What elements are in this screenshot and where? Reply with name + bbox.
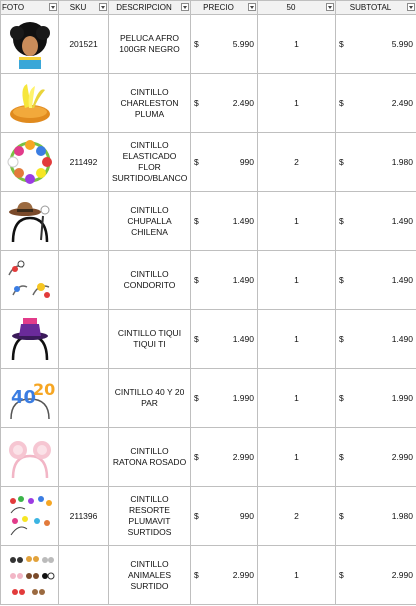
header-subtotal: SUBTOTAL	[336, 1, 416, 15]
product-photo-cell[interactable]	[1, 251, 59, 310]
filter-sort-icon[interactable]	[326, 3, 334, 11]
character-headband-icon	[1, 255, 58, 305]
sku-cell[interactable]	[59, 369, 109, 428]
filter-dropdown-icon[interactable]	[49, 3, 57, 11]
currency-symbol: $	[194, 393, 199, 403]
product-photo-cell[interactable]	[1, 15, 59, 74]
price-value: 1.490	[232, 216, 254, 226]
currency-symbol: $	[339, 452, 344, 462]
subtotal-value: 5.990	[391, 39, 413, 49]
currency-symbol: $	[339, 98, 344, 108]
table-row	[1, 487, 416, 546]
price-cell[interactable]	[191, 310, 258, 369]
subtotal-cell[interactable]	[336, 133, 416, 192]
product-photo-cell[interactable]	[1, 192, 59, 251]
currency-symbol: $	[339, 275, 344, 285]
description-cell[interactable]: CINTILLO RESORTE PLUMAVIT SURTIDOS	[109, 487, 191, 546]
currency-symbol: $	[339, 39, 344, 49]
currency-symbol: $	[339, 157, 344, 167]
price-value: 1.990	[232, 393, 254, 403]
svg-text:40: 40	[10, 387, 36, 408]
subtotal-cell[interactable]	[336, 428, 416, 487]
subtotal-value: 1.490	[391, 334, 413, 344]
subtotal-value: 2.990	[391, 452, 413, 462]
subtotal-cell[interactable]	[336, 15, 416, 74]
currency-symbol: $	[194, 39, 199, 49]
table-row	[1, 546, 416, 605]
currency-symbol: $	[194, 216, 199, 226]
price-cell[interactable]	[191, 74, 258, 133]
currency-symbol: $	[339, 511, 344, 521]
number-headband-icon	[1, 373, 58, 423]
subtotal-value: 1.980	[391, 157, 413, 167]
hat-headband-icon	[1, 196, 58, 246]
header-row	[1, 1, 416, 15]
price-cell[interactable]	[191, 133, 258, 192]
header-sku: SKU	[59, 1, 109, 15]
subtotal-value: 2.990	[391, 570, 413, 580]
quantity-cell[interactable]: 1	[258, 310, 336, 369]
currency-symbol: $	[194, 452, 199, 462]
quantity-cell[interactable]: 1	[258, 369, 336, 428]
sku-cell[interactable]	[59, 546, 109, 605]
description-cell[interactable]: CINTILLO CHUPALLA CHILENA	[109, 192, 191, 251]
price-value: 5.990	[232, 39, 254, 49]
description-cell[interactable]: CINTILLO ANIMALES SURTIDO	[109, 546, 191, 605]
quantity-cell[interactable]: 1	[258, 428, 336, 487]
table-row	[1, 74, 416, 133]
sku-cell[interactable]	[59, 192, 109, 251]
product-photo-cell[interactable]	[1, 133, 59, 192]
description-cell[interactable]: CINTILLO CONDORITO	[109, 251, 191, 310]
description-cell[interactable]: CINTILLO TIQUI TIQUI TI	[109, 310, 191, 369]
sku-cell[interactable]	[59, 251, 109, 310]
table-row	[1, 251, 416, 310]
price-cell[interactable]	[191, 546, 258, 605]
price-value: 2.990	[232, 452, 254, 462]
sku-cell[interactable]	[59, 310, 109, 369]
sku-cell[interactable]: 201521	[59, 15, 109, 74]
svg-text:20: 20	[32, 380, 55, 399]
subtotal-value: 2.490	[391, 98, 413, 108]
price-cell[interactable]	[191, 487, 258, 546]
table-row	[1, 15, 416, 74]
quantity-cell[interactable]: 1	[258, 546, 336, 605]
currency-symbol: $	[194, 157, 199, 167]
currency-symbol: $	[339, 334, 344, 344]
description-cell[interactable]: PELUCA AFRO 100GR NEGRO	[109, 15, 191, 74]
price-value: 990	[239, 511, 254, 521]
filter-dropdown-icon[interactable]	[181, 3, 189, 11]
afro-wig-icon	[1, 19, 58, 69]
description-cell[interactable]: CINTILLO CHARLESTON PLUMA	[109, 74, 191, 133]
header-qty: 50	[258, 1, 336, 15]
subtotal-cell[interactable]	[336, 310, 416, 369]
subtotal-cell[interactable]	[336, 74, 416, 133]
subtotal-value: 1.490	[391, 216, 413, 226]
quantity-cell[interactable]: 1	[258, 74, 336, 133]
description-cell[interactable]: CINTILLO 40 Y 20 PAR	[109, 369, 191, 428]
quantity-cell[interactable]: 1	[258, 192, 336, 251]
currency-symbol: $	[194, 334, 199, 344]
sku-cell[interactable]	[59, 74, 109, 133]
table-row	[1, 192, 416, 251]
feather-headband-icon	[1, 78, 58, 128]
subtotal-value: 1.980	[391, 511, 413, 521]
table-row	[1, 369, 416, 428]
animal-headband-icon	[1, 550, 58, 600]
filter-dropdown-icon[interactable]	[248, 3, 256, 11]
subtotal-cell[interactable]	[336, 369, 416, 428]
subtotal-cell[interactable]	[336, 251, 416, 310]
price-cell[interactable]	[191, 15, 258, 74]
price-cell[interactable]	[191, 192, 258, 251]
price-value: 990	[239, 157, 254, 167]
sku-cell[interactable]: 211396	[59, 487, 109, 546]
price-value: 2.990	[232, 570, 254, 580]
spring-headband-icon	[1, 491, 58, 541]
currency-symbol: $	[339, 393, 344, 403]
quantity-cell[interactable]: 1	[258, 15, 336, 74]
filter-dropdown-icon[interactable]	[99, 3, 107, 11]
currency-symbol: $	[194, 511, 199, 521]
product-photo-cell[interactable]	[1, 487, 59, 546]
subtotal-cell[interactable]	[336, 546, 416, 605]
header-descripcion: DESCRIPCION	[109, 1, 191, 15]
filter-dropdown-icon[interactable]	[407, 3, 415, 11]
quantity-cell[interactable]: 2	[258, 487, 336, 546]
product-photo-cell[interactable]	[1, 369, 59, 428]
product-photo-cell[interactable]	[1, 428, 59, 487]
header-foto: FOTO	[1, 1, 59, 15]
price-cell[interactable]	[191, 369, 258, 428]
price-value: 2.490	[232, 98, 254, 108]
product-photo-cell[interactable]	[1, 546, 59, 605]
currency-symbol: $	[194, 98, 199, 108]
product-photo-cell[interactable]	[1, 310, 59, 369]
quantity-cell[interactable]: 2	[258, 133, 336, 192]
sku-cell[interactable]: 211492	[59, 133, 109, 192]
table-row	[1, 428, 416, 487]
header-precio: PRECIO	[191, 1, 258, 15]
quantity-cell[interactable]: 1	[258, 251, 336, 310]
table-row	[1, 133, 416, 192]
purple-hat-headband-icon	[1, 314, 58, 364]
currency-symbol: $	[194, 275, 199, 285]
flower-headband-icon	[1, 137, 58, 187]
price-value: 1.490	[232, 275, 254, 285]
product-photo-cell[interactable]	[1, 74, 59, 133]
currency-symbol: $	[339, 216, 344, 226]
subtotal-cell[interactable]	[336, 487, 416, 546]
mouse-ears-headband-icon	[1, 432, 58, 482]
table-row	[1, 310, 416, 369]
subtotal-cell[interactable]	[336, 192, 416, 251]
description-cell[interactable]: CINTILLO ELASTICADO FLOR SURTIDO/BLANCO	[109, 133, 191, 192]
price-cell[interactable]	[191, 428, 258, 487]
price-value: 1.490	[232, 334, 254, 344]
currency-symbol: $	[194, 570, 199, 580]
subtotal-value: 1.490	[391, 275, 413, 285]
description-cell[interactable]: CINTILLO RATONA ROSADO	[109, 428, 191, 487]
subtotal-value: 1.990	[391, 393, 413, 403]
sku-cell[interactable]	[59, 428, 109, 487]
price-cell[interactable]	[191, 251, 258, 310]
currency-symbol: $	[339, 570, 344, 580]
